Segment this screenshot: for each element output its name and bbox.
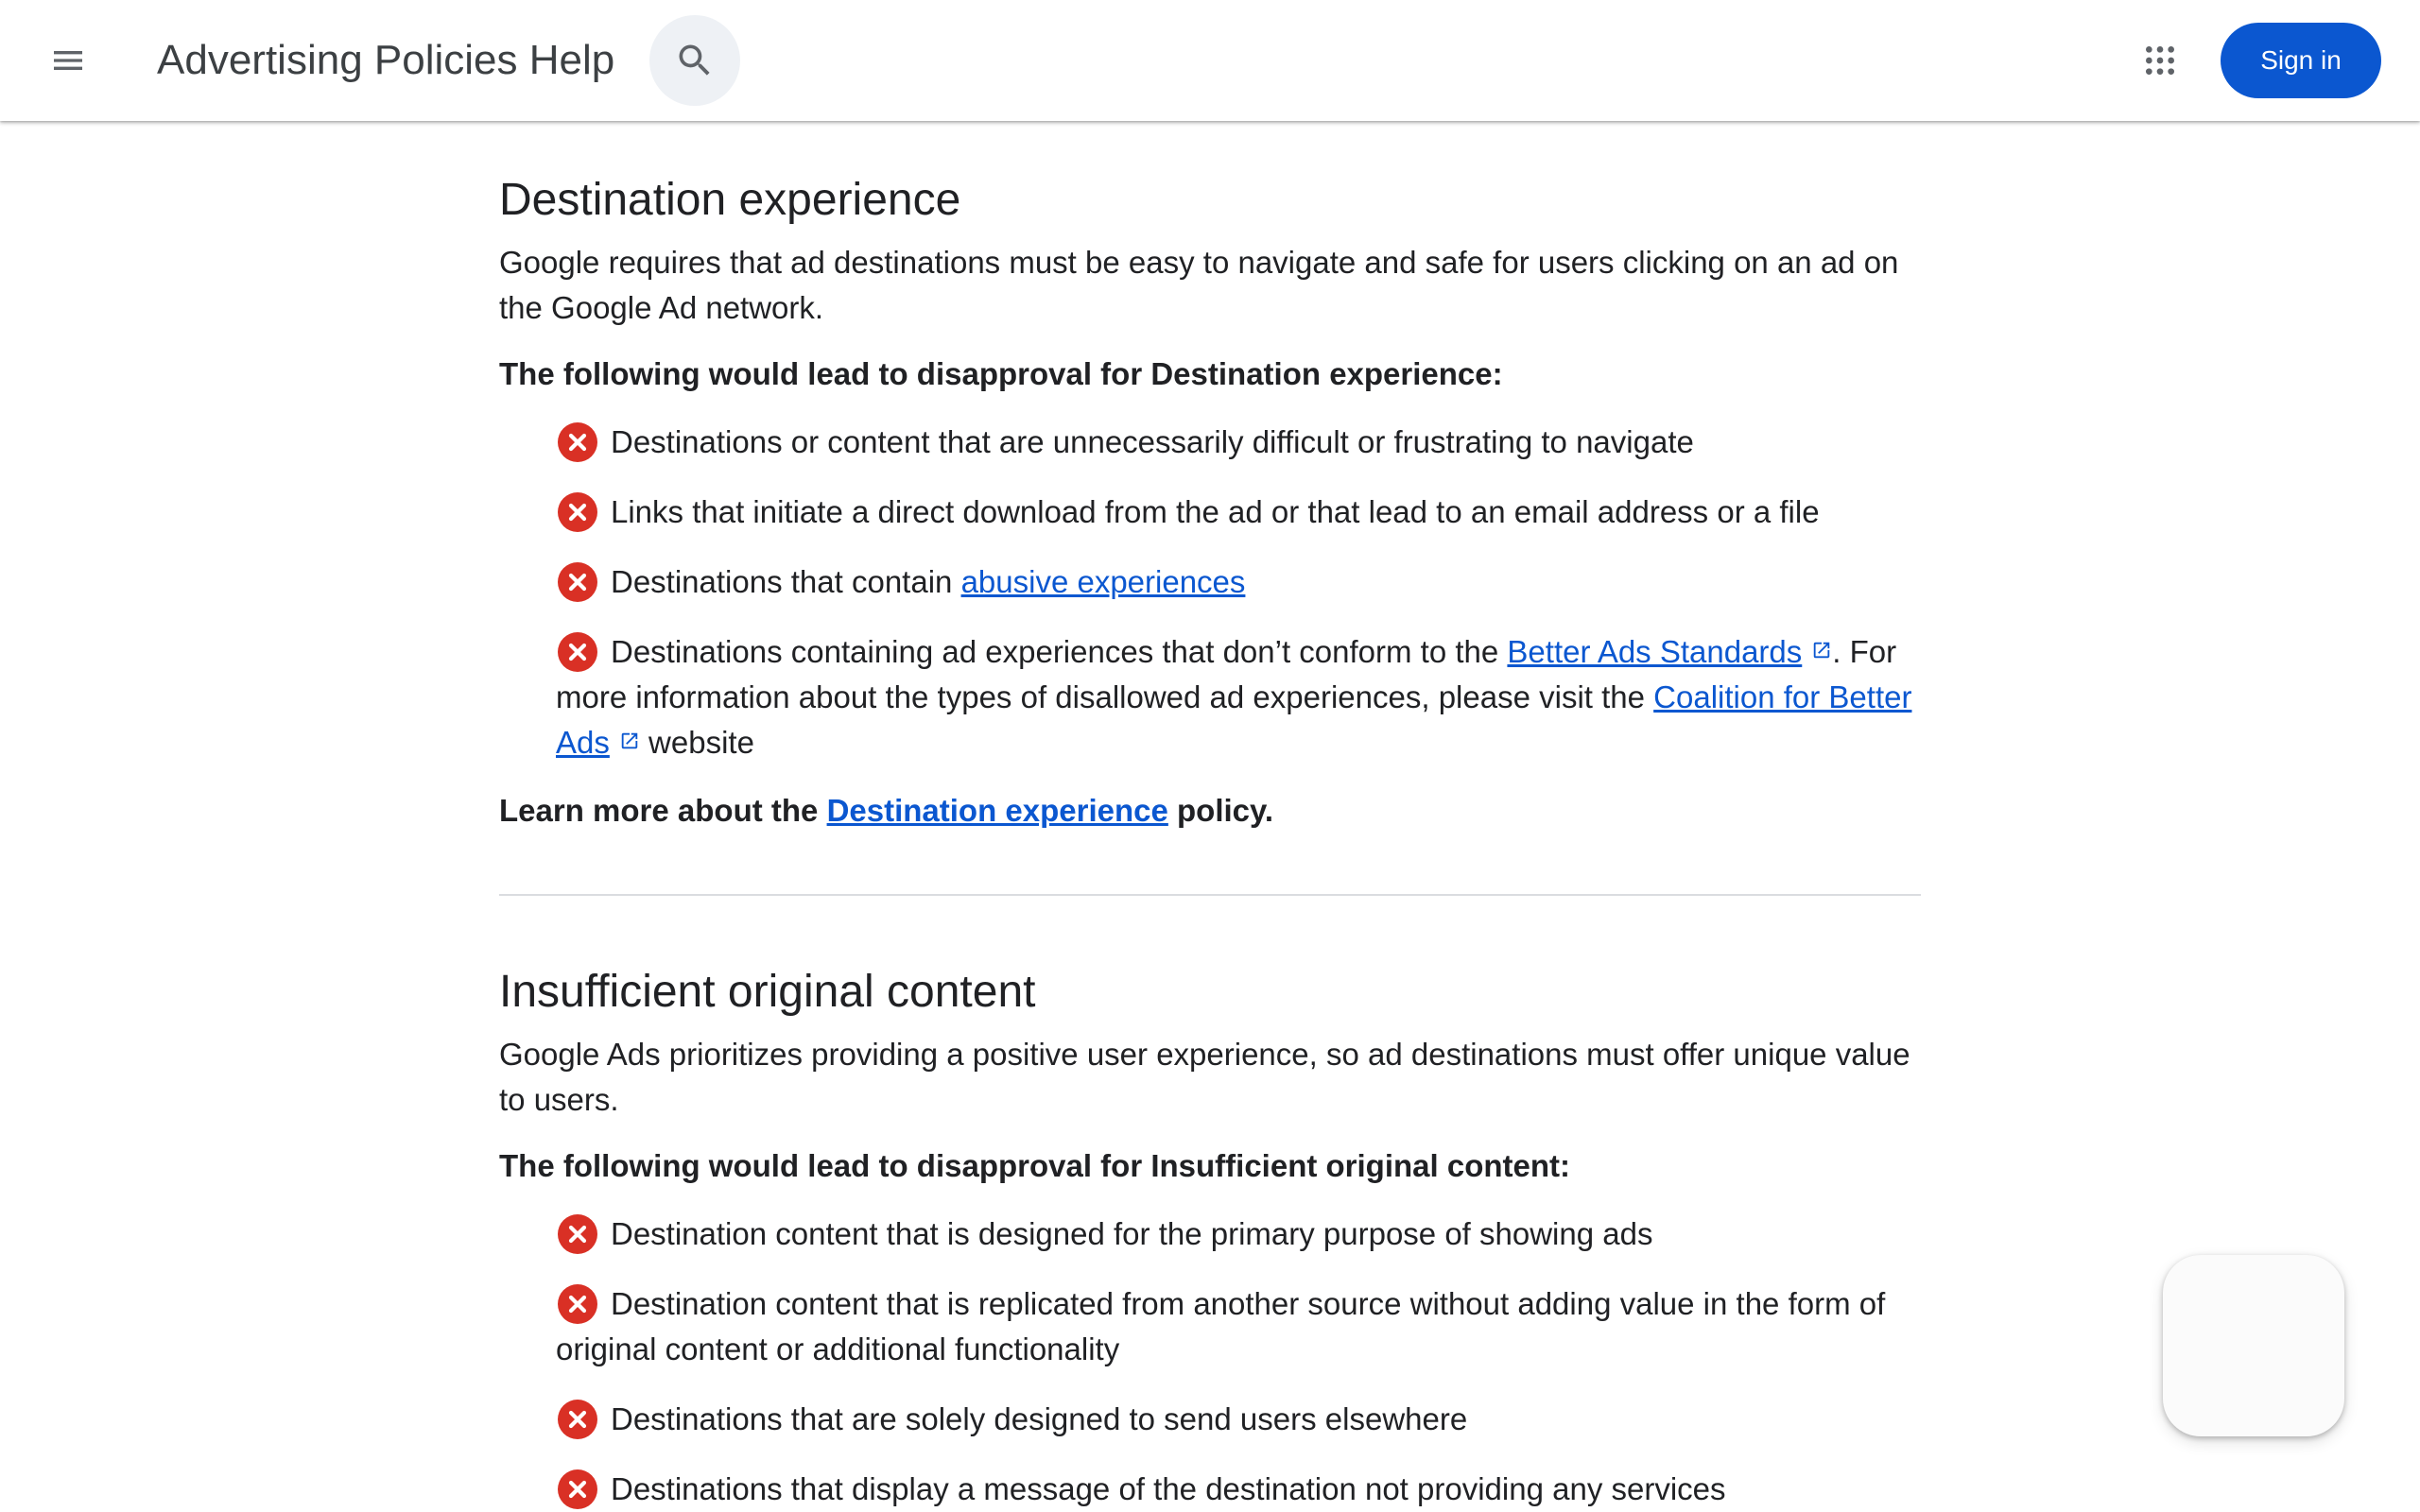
list-item-text: . For more information about the types of disallowed ad experiences, please visit the	[556, 634, 1897, 714]
section-destination-experience	[499, 161, 1921, 833]
list-item	[556, 1281, 1921, 1372]
disallowed-x-icon	[558, 422, 597, 462]
disapproval-list	[499, 420, 1921, 765]
sign-in-button[interactable]: Sign in	[2221, 23, 2381, 98]
disapproval-lead: The following would lead to disapproval for Insufficient original content:	[499, 1148, 1571, 1183]
list-item-text: website	[639, 725, 754, 760]
learn-more	[499, 788, 1921, 833]
list-item	[556, 1397, 1921, 1442]
learn-more-text: Learn more about the	[499, 793, 827, 828]
abusive-experiences-link[interactable]: abusive experiences	[960, 564, 1246, 599]
list-item-text: Destination content that is replicated from another source without adding value in the form of original content or additional functionality	[556, 1286, 1886, 1366]
top-app-bar	[0, 0, 2420, 121]
disapproval-lead: The following would lead to disapproval for Destination experience:	[499, 356, 1503, 391]
learn-more-text: policy.	[1167, 793, 1274, 828]
disallowed-x-icon	[558, 1214, 597, 1254]
list-item-text: Links that initiate a direct download from the ad or that lead to an email address or a file	[611, 494, 1820, 529]
product-title[interactable]: Advertising Policies Help	[157, 37, 615, 83]
list-item	[556, 559, 1921, 605]
list-item-text: Destinations containing ad experiences that don’t conform to the	[611, 634, 1508, 669]
list-item-text: Destinations or content that are unnecessarily difficult or frustrating to navigate	[611, 424, 1694, 459]
floating-help-widget[interactable]	[2163, 1255, 2344, 1436]
main-menu-button[interactable]	[34, 26, 102, 94]
external-link-icon	[619, 730, 640, 751]
section-intro: Google Ads prioritizes providing a positive user experience, so ad destinations must offer unique value to users.	[499, 1037, 1910, 1117]
list-item	[556, 420, 1921, 465]
disallowed-x-icon	[558, 1284, 597, 1324]
list-item	[556, 490, 1921, 535]
disallowed-x-icon	[558, 632, 597, 672]
list-item-text: Destination content that is designed for the primary purpose of showing ads	[611, 1216, 1653, 1251]
search-icon	[674, 40, 716, 81]
section-title: Insufficient original content	[499, 967, 1036, 1017]
coalition-for-better-ads-link[interactable]: Coalition for Better Ads	[556, 679, 1912, 760]
disallowed-x-icon	[558, 562, 597, 602]
disallowed-x-icon	[558, 492, 597, 532]
article-content	[499, 161, 1921, 1512]
menu-icon	[49, 42, 87, 79]
list-item	[556, 1467, 1921, 1512]
external-link-icon	[1811, 640, 1832, 661]
list-item-text: Destinations that are solely designed to send users elsewhere	[611, 1401, 1468, 1436]
disapproval-list	[499, 1211, 1921, 1512]
google-apps-button[interactable]	[2126, 26, 2194, 94]
section-title: Destination experience	[499, 175, 961, 225]
disallowed-x-icon	[558, 1400, 597, 1439]
apps-grid-icon	[2141, 42, 2179, 79]
better-ads-standards-link[interactable]: Better Ads Standards	[1507, 634, 1803, 669]
list-item	[556, 1211, 1921, 1257]
list-item	[556, 629, 1921, 765]
destination-experience-policy-link[interactable]: Destination experience	[826, 793, 1168, 828]
list-item-text: Destinations that display a message of the destination not providing any services	[611, 1471, 1726, 1506]
disallowed-x-icon	[558, 1469, 597, 1509]
section-insufficient-original-content	[499, 953, 1921, 1512]
section-intro: Google requires that ad destinations must be easy to navigate and safe for users clicking on an ad on the Google Ad network.	[499, 245, 1899, 325]
search-button[interactable]	[649, 15, 740, 106]
section-divider	[499, 894, 1921, 896]
list-item-text: Destinations that contain	[611, 564, 961, 599]
